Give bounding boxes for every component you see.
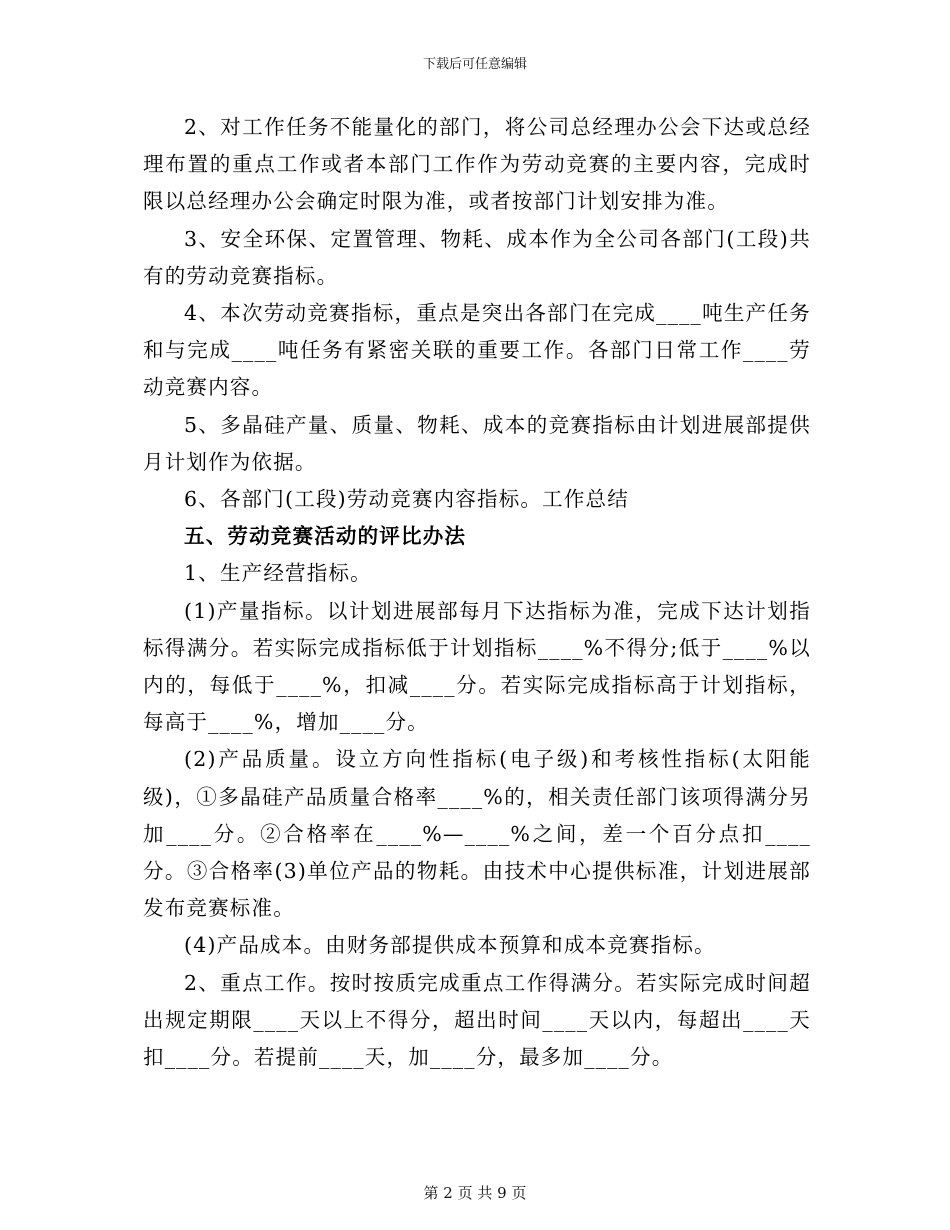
paragraph-item-2: 2、对工作任务不能量化的部门，将公司总经理办公会下达或总经理布置的重点工作或者本部门工作作为劳动竞赛的主要内容，完成时限以总经理办公会确定时限为准，或者按部门计划安排为准。	[143, 115, 811, 214]
document-body	[143, 109, 811, 1076]
paragraph-item-5: 5、多晶硅产量、质量、物耗、成本的竞赛指标由计划进展部提供月计划作为依据。	[143, 412, 811, 474]
page-footer: 第 2 页 共 9 页	[423, 1184, 527, 1202]
section-heading-5: 五、劳动竞赛活动的评比办法	[184, 524, 467, 549]
paragraph-key-work: 2、重点工作。按时按质完成重点工作得满分。若实际完成时间超出规定期限____天以上不得分，超出时间____天以内，每超出____天扣____分。若提前____天，加____分，最多加____分。	[143, 970, 811, 1070]
paragraph-output-indicator: (1)产量指标。以计划进展部每月下达指标为准，完成下达计划指标得满分。若实际完成指标低于计划指标____%不得分;低于____%以内的，每低于____%，扣减____分。若实际完成指标高于计划指标，每高于____%，增加____分。	[143, 598, 811, 735]
page-header: 下载后可任意编辑	[422, 57, 527, 72]
paragraph-item-4: 4、本次劳动竞赛指标，重点是突出各部门在完成____吨生产任务和与完成____吨任务有紧密关联的重要工作。各部门日常工作____劳动竞赛内容。	[143, 301, 811, 400]
paragraph-item-6: 6、各部门(工段)劳动竞赛内容指标。工作总结	[184, 487, 629, 512]
subsection-heading-1: 1、生产经营指标。	[184, 561, 372, 586]
paragraph-item-3: 3、安全环保、定置管理、物耗、成本作为全公司各部门(工段)共有的劳动竞赛指标。	[143, 226, 811, 288]
paragraph-product-quality: (2)产品质量。设立方向性指标(电子级)和考核性指标(太阳能级)，①多晶硅产品质量合格率____%的，相关责任部门该项得满分另加____分。②合格率在____%—____%之间，差一个百分点扣____分。③合格率(3)单位产品的物耗。由技术中心提供标准，计划进展部发布竞赛标准。	[143, 747, 811, 921]
paragraph-product-cost: (4)产品成本。由财务部提供成本预算和成本竞赛指标。	[184, 933, 716, 958]
